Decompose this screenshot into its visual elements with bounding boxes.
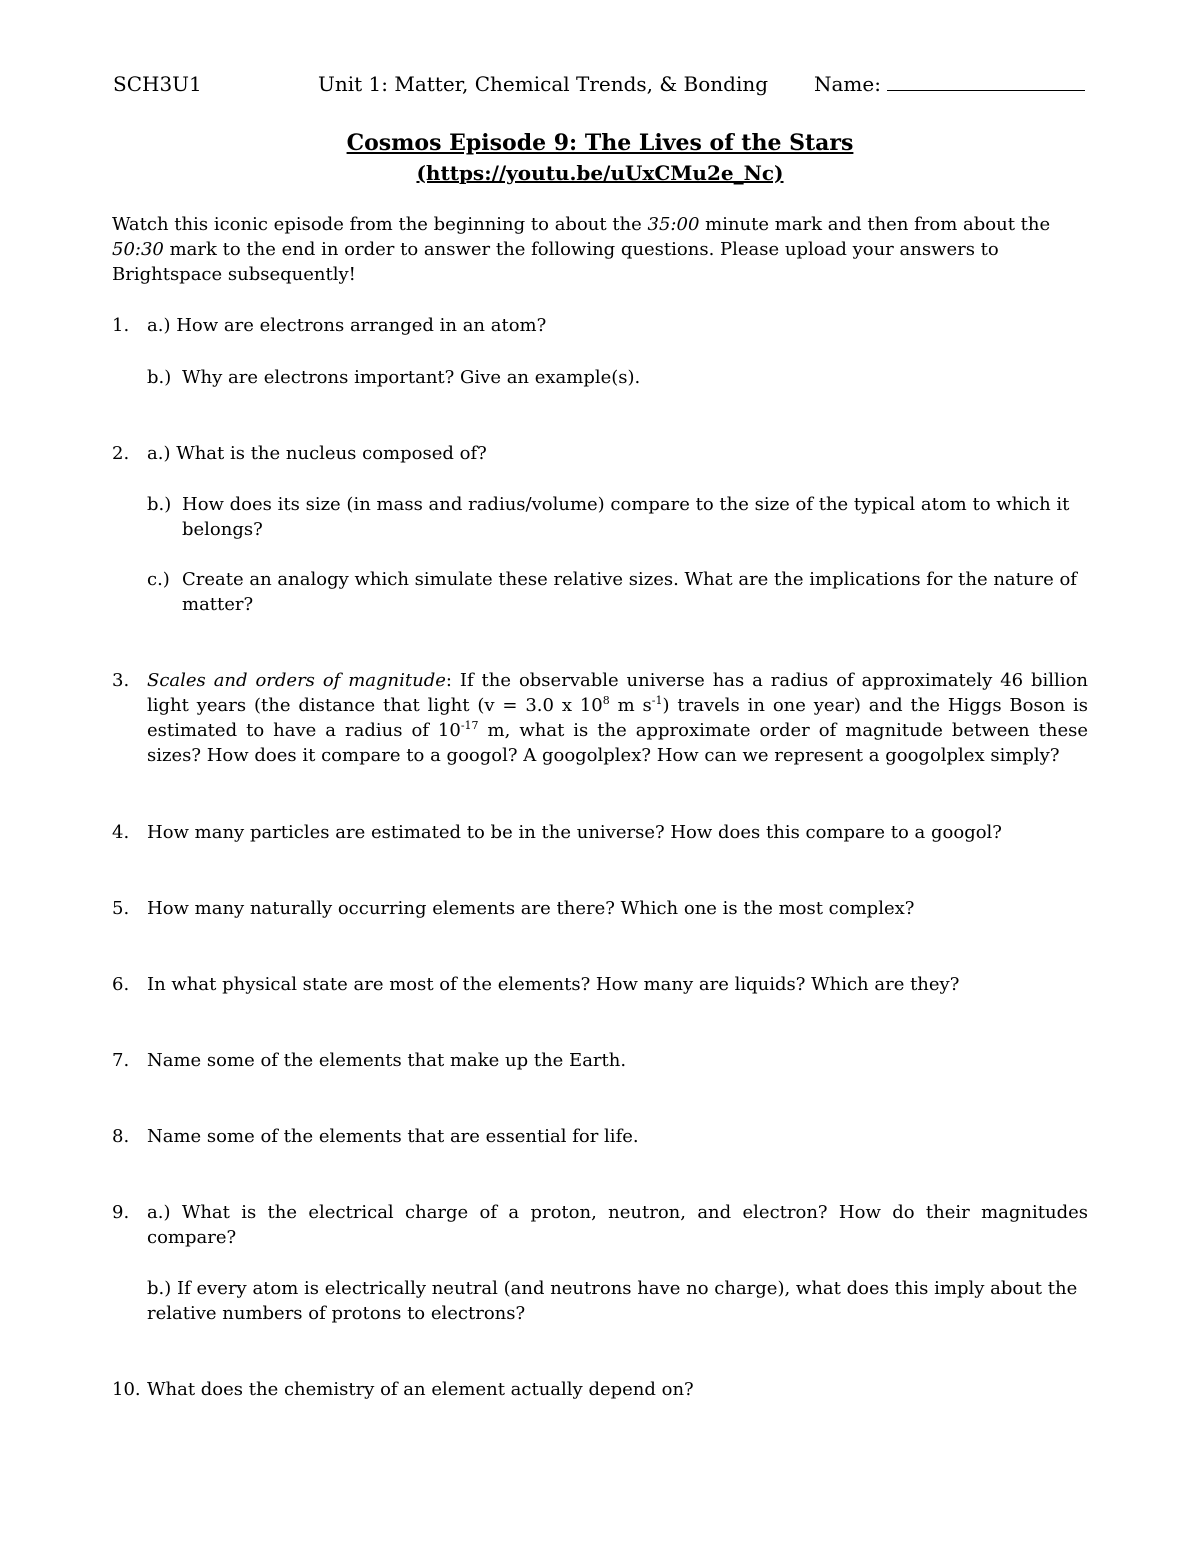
q3-text-4: m, what is the approximate order of magnitude between these sizes? How does it compare to a googol? A googolplex? How can we represent a googolplex simply? (147, 720, 1088, 766)
question-text: Name some of the elements that make up the Earth. (147, 1050, 627, 1071)
question-10 (112, 1377, 1088, 1402)
question-text: How many particles are estimated to be in the universe? How does this compare to a googol? (147, 822, 1002, 843)
q3-text-1: : If the observable universe has a radius of approximately 46 billion light years (the distance that light (v = 3.0 x 10 (147, 670, 1089, 716)
intro-text-1: Watch this iconic episode from the beginning to about the (112, 214, 648, 235)
question-number: 4. (112, 822, 130, 843)
question-7 (112, 1048, 1088, 1073)
q3-text-2: m s (609, 695, 652, 716)
question-number: 6. (112, 974, 130, 995)
sub-text: Create an analogy which simulate these relative sizes. What are the implications for the nature of matter? (182, 569, 1077, 615)
video-link[interactable]: (https://youtu.be/uUxCMu2e_Nc) (416, 161, 784, 185)
q3-text-3: ) travels in one year) and the Higgs Boson is estimated to have a radius of 10 (147, 695, 1089, 741)
intro-time-1: 35:00 (647, 214, 700, 235)
question-text: Name some of the elements that are essential for life. (147, 1126, 639, 1147)
q3-lead: Scales and orders of magnitude (147, 670, 446, 691)
question-8 (112, 1124, 1088, 1149)
q3-exponent-2: -1 (651, 694, 663, 707)
sub-text: Why are electrons important? Give an example(s). (182, 367, 641, 388)
question-2 (112, 441, 1088, 466)
question-2b (147, 492, 1088, 542)
question-number: 5. (112, 898, 130, 919)
question-number: 9. (112, 1202, 130, 1223)
question-text: What does the chemistry of an element actually depend on? (147, 1379, 694, 1400)
question-number: 10. (112, 1379, 141, 1400)
question-3 (112, 668, 1088, 768)
question-number: 7. (112, 1050, 130, 1071)
course-code: SCH3U1 (113, 72, 202, 96)
question-9b-row (112, 1276, 1088, 1326)
question-3-text (147, 668, 1088, 768)
sub-label: b.) (147, 494, 172, 515)
question-text: How many naturally occurring elements are there? Which one is the most complex? (147, 898, 915, 919)
question-number: 2. (112, 443, 130, 464)
sub-label: b.) (147, 367, 172, 388)
question-1b (147, 365, 1088, 390)
sub-text: How does its size (in mass and radius/volume) compare to the size of the typical atom to which it belongs? (182, 494, 1070, 540)
intro-time-2: 50:30 (112, 239, 164, 260)
intro-text-3: mark to the end in order to answer the following questions. Please upload your answers to Brightspace subsequently! (112, 239, 999, 285)
question-2a: a.) What is the nucleus composed of? (147, 443, 487, 464)
question-9b: b.) If every atom is electrically neutral (and neutrons have no charge), what does this imply about the relative numbers of protons to electrons? (147, 1278, 1078, 1324)
name-label: Name: (814, 72, 881, 96)
name-field (814, 72, 1085, 96)
name-blank-line (887, 72, 1085, 91)
question-number: 1. (112, 315, 130, 336)
q3-exponent-3: -17 (460, 719, 479, 732)
question-6 (112, 972, 1088, 997)
unit-title: Unit 1: Matter, Chemical Trends, & Bonding (318, 72, 769, 96)
question-1a: a.) How are electrons arranged in an atom? (147, 315, 547, 336)
intro-text-2: minute mark and then from about the (699, 214, 1051, 235)
question-1 (112, 313, 1088, 338)
question-9 (112, 1200, 1088, 1250)
question-2c (147, 567, 1088, 617)
page-title: Cosmos Episode 9: The Lives of the Stars (346, 130, 854, 156)
question-9a: a.) What is the electrical charge of a proton, neutron, and electron? How do their magnitudes compare? (147, 1202, 1088, 1248)
q3-exponent-1: 8 (602, 694, 610, 707)
sub-label: c.) (147, 569, 170, 590)
question-number: 8. (112, 1126, 130, 1147)
question-text: In what physical state are most of the elements? How many are liquids? Which are they? (147, 974, 960, 995)
question-4 (112, 820, 1088, 845)
question-5 (112, 896, 1088, 921)
question-number: 3. (112, 670, 130, 691)
intro-paragraph (112, 212, 1088, 287)
